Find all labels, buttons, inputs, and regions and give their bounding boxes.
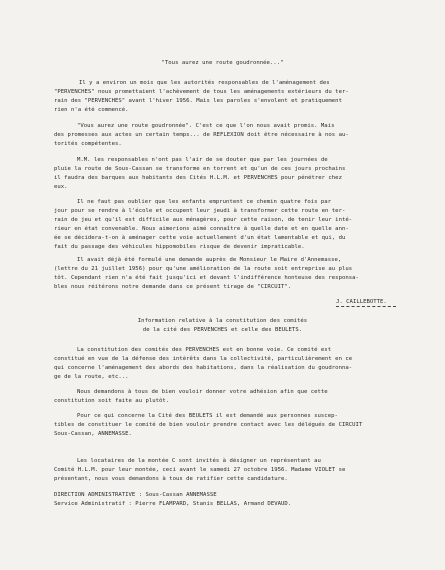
paragraph-line: La constitution des comités des PERVENCHES est en bonne voie. Ce comité est bbox=[77, 347, 332, 353]
paragraph-line: torités compétentes. bbox=[54, 141, 122, 147]
paragraph-line: "Vous aurez une route goudronnée". C'est ce que l'on nous avait promis. Mais bbox=[77, 123, 335, 129]
paragraph-line: pluie la route de Sous-Cassan se transforme en torrent et qu'un de ces jours prochains bbox=[54, 166, 346, 172]
paragraph-line: rain de jeu et qu'il est difficile aux ménagères, pour cette raison, de tenir leur inté- bbox=[54, 217, 353, 223]
paragraph-line: Pour ce qui concerne la Cité des BEULETS il est demandé aux personnes suscep- bbox=[77, 413, 338, 419]
paragraph-line: tôt. Cependant rien n'a été fait jusqu'ici et devant l'indifférence honteuse des responsa- bbox=[54, 275, 359, 281]
paragraph-line: Nous demandons à tous de bien vouloir donner votre adhésion afin que cette bbox=[77, 389, 328, 395]
paragraph-line: constitué en vue de la défense des intérêts dans la collectivité, particulièrement en ce bbox=[54, 356, 353, 362]
paragraph-line: rain des "PERVENCHES" avant l'hiver 1956. Mais les paroles s'envolent et pratiquement bbox=[54, 98, 342, 104]
paragraph-line: rieur en état convenable. Nous aimerions aimé connaître à quelle date et en quelle ann- bbox=[54, 226, 349, 232]
paragraph-line: fait du passage des véhicules hippomobiles risque de devenir impraticable. bbox=[54, 244, 305, 250]
paragraph-line: rien n'a été commencé. bbox=[54, 107, 129, 113]
paragraph-line: bles nous réitérons notre demande dans ce présent tirage de "CIRCUIT". bbox=[54, 284, 292, 290]
paragraph-line: eux. bbox=[54, 184, 68, 190]
footer-line: DIRECTION ADMINISTRATIVE : Sous-Cassan ANNEMASSE bbox=[54, 492, 217, 498]
paragraph-line: ge de la route, etc... bbox=[54, 374, 129, 380]
paragraph-line: M.M. les responsables n'ont pas l'air de se douter que par les journées de bbox=[77, 157, 328, 163]
paragraph-line: Comité H.L.M. pour leur montée, ceci avant le samedi 27 octobre 1956. Madame VIOLET se bbox=[54, 467, 346, 473]
paragraph-line: il faudra des barques aux habitants des Cités H.L.M. et PERVENCHES pour pénétrer chez bbox=[54, 175, 342, 181]
paragraph-line: Sous-Cassan, ANNEMASSE. bbox=[54, 431, 132, 437]
paragraph-line: Il avait déjà été formulé une demande auprès de Monsieur le Maire d'Annemasse, bbox=[77, 257, 342, 263]
page-title: "Tous aurez une route goudronnée..." bbox=[161, 60, 284, 66]
footer-line: Service Administratif : Pierre FLAMPARD, Stanis BELLAS, Armand DEVAUD. bbox=[54, 501, 292, 507]
paragraph-line: ée se décidera-t-on à aménager cette voie actuellement d'un état lamentable et qui, du bbox=[54, 235, 346, 241]
paragraph-line: "PERVENCHES" nous promettaient l'achèvement de tous les aménagements extérieurs du ter- bbox=[54, 89, 349, 95]
paragraph-line: des promesses aux actes un certain temps... de REFLEXION doit être nécessaire à nos au- bbox=[54, 132, 349, 138]
section-heading: de la cité des PERVENCHES et celle des BEULETS. bbox=[142, 327, 303, 333]
paragraph-line: Les locataires de la montée C sont invités à désigner un représentant au bbox=[77, 458, 321, 464]
signature-underline bbox=[336, 306, 396, 307]
paragraph-line: Il y a environ un mois que les autorités responsables de l'aménagement des bbox=[79, 80, 330, 86]
paragraph-line: (lettre du 21 juillet 1956) pour qu'une amélioration de la route soit entreprise au plus bbox=[54, 266, 353, 272]
paragraph-line: constitution soit faite au plutôt. bbox=[54, 398, 170, 404]
paragraph-line: qui concerne l'aménagement des abords des habitations, dans la réalisation du goudronna- bbox=[54, 365, 353, 371]
section-heading: Information relative à la constitution des comités bbox=[137, 318, 308, 324]
paragraph-line: présentant, nous vous demandons à tous de ratifier cette candidature. bbox=[54, 476, 288, 482]
paragraph-line: Il ne faut pas oublier que les enfants empruntent ce chemin quatre fois par bbox=[77, 199, 332, 205]
signature: J. CAILLEBOTTE. bbox=[336, 299, 387, 305]
paragraph-line: tibles de constituer le comité de bien vouloir prendre contact avec les délégués de CIRCUIT bbox=[54, 422, 363, 428]
paragraph-line: jour pour se rendre à l'école et occupent leur jeudi à transformer cette route en ter- bbox=[54, 208, 346, 214]
